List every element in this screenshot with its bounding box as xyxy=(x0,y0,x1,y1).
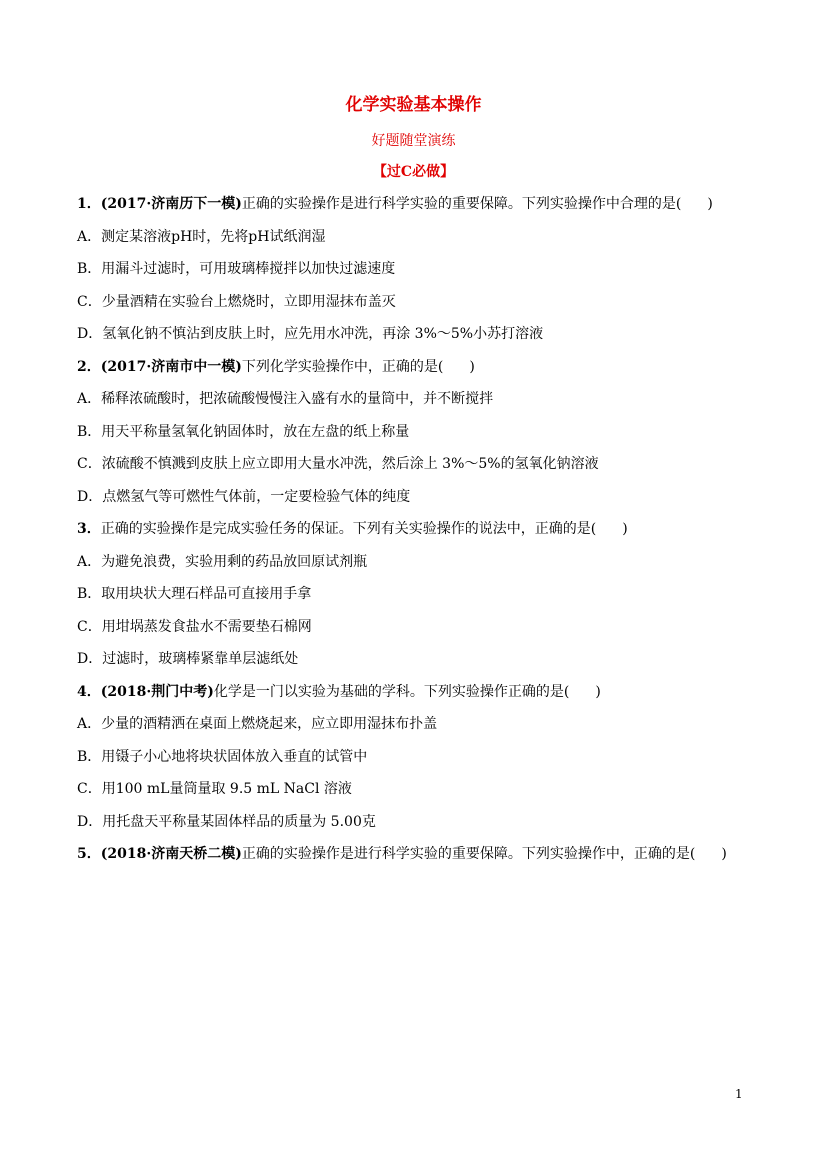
question-number: 1． xyxy=(77,196,101,212)
question-source: (2018·荆门中考) xyxy=(100,684,214,700)
question-close: ) xyxy=(707,196,713,212)
question-2-option-b: B．用天平称量氢氧化钠固体时，放在左盘的纸上称量 xyxy=(77,424,410,440)
question-number: 5． xyxy=(77,846,101,862)
page-subtitle: 好题随堂演练 xyxy=(371,133,456,149)
question-number: 4． xyxy=(77,684,101,700)
section-heading: 【过C必做】 xyxy=(372,164,455,180)
question-close: ) xyxy=(469,359,475,375)
question-close: ) xyxy=(595,684,601,700)
question-4-stem xyxy=(77,683,601,701)
question-2-option-c: C．浓硫酸不慎溅到皮肤上应立即用大量水冲洗，然后涂上 3%～5%的氢氧化钠溶液 xyxy=(77,456,599,472)
question-3-option-c: C．用坩埚蒸发食盐水不需要垫石棉网 xyxy=(77,619,312,635)
question-source: (2018·济南天桥二模) xyxy=(100,846,242,862)
page-number: 1 xyxy=(735,1087,743,1101)
question-number: 3． xyxy=(77,521,101,537)
question-text: 正确的实验操作是进行科学实验的重要保障。下列实验操作中，正确的是( xyxy=(241,846,696,862)
question-text: 化学是一门以实验为基础的学科。下列实验操作正确的是( xyxy=(213,684,570,700)
question-4-option-d: D．用托盘天平称量某固体样品的质量为 5.00克 xyxy=(77,814,376,830)
page-title: 化学实验基本操作 xyxy=(345,95,482,115)
question-4-option-b: B．用镊子小心地将块状固体放入垂直的试管中 xyxy=(77,749,368,765)
question-1-option-c: C．少量酒精在实验台上燃烧时，立即用湿抹布盖灭 xyxy=(77,294,396,310)
question-text: 正确的实验操作是进行科学实验的重要保障。下列实验操作中合理的是( xyxy=(241,196,682,212)
question-2-option-a: A．稀释浓硫酸时，把浓硫酸慢慢注入盛有水的量筒中，并不断搅拌 xyxy=(77,391,494,407)
question-number: 2． xyxy=(77,359,101,375)
question-source: (2017·济南历下一模) xyxy=(100,196,242,212)
question-3-option-b: B．取用块状大理石样品可直接用手拿 xyxy=(77,586,312,602)
question-text: 正确的实验操作是完成实验任务的保证。下列有关实验操作的说法中，正确的是( xyxy=(100,521,597,537)
question-5-stem xyxy=(77,845,727,863)
question-1-option-d: D．氢氧化钠不慎沾到皮肤上时，应先用水冲洗，再涂 3%～5%小苏打溶液 xyxy=(77,326,544,342)
question-2-option-d: D．点燃氢气等可燃性气体前，一定要检验气体的纯度 xyxy=(77,489,411,505)
question-close: ) xyxy=(721,846,727,862)
question-3-stem xyxy=(77,520,628,538)
question-2-stem xyxy=(77,358,475,376)
question-text: 下列化学实验操作中，正确的是( xyxy=(241,359,444,375)
question-3-option-d: D．过滤时，玻璃棒紧靠单层滤纸处 xyxy=(77,651,299,667)
question-1-option-a: A．测定某溶液pH时，先将pH试纸润湿 xyxy=(77,229,326,245)
question-1-stem xyxy=(77,195,713,213)
question-source: (2017·济南市中一模) xyxy=(100,359,242,375)
question-4-option-c: C．用100 mL量筒量取 9.5 mL NaCl 溶液 xyxy=(77,781,352,797)
question-1-option-b: B．用漏斗过滤时，可用玻璃棒搅拌以加快过滤速度 xyxy=(77,261,396,277)
question-close: ) xyxy=(622,521,628,537)
question-4-option-a: A．少量的酒精洒在桌面上燃烧起来，应立即用湿抹布扑盖 xyxy=(77,716,438,732)
question-3-option-a: A．为避免浪费，实验用剩的药品放回原试剂瓶 xyxy=(77,554,368,570)
